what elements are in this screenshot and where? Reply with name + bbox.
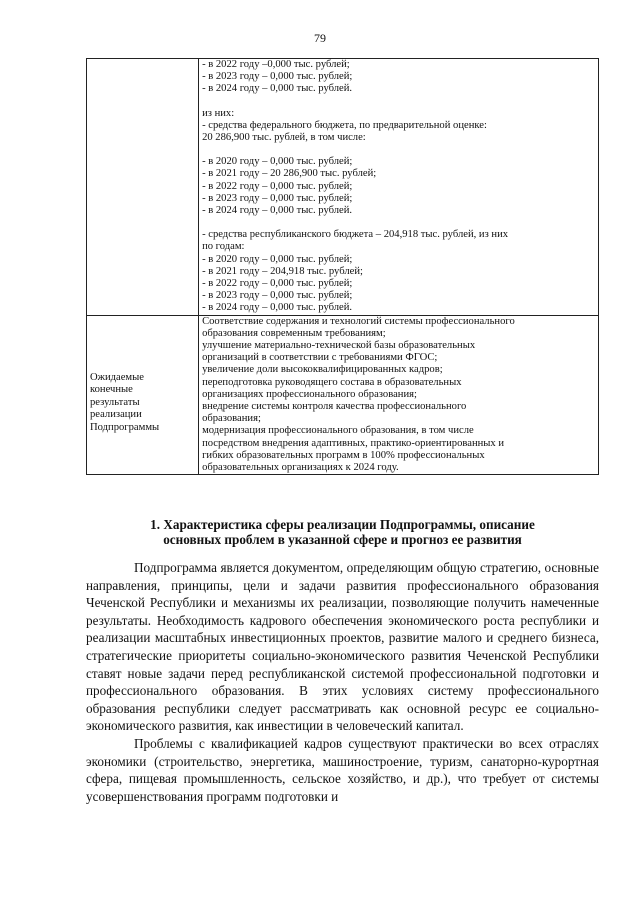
republic-year-line: - в 2022 году – 0,000 тыс. рублей; [202, 278, 353, 290]
result-line: организациях профессионального образования; [202, 388, 417, 400]
federal-year-line: - в 2023 году – 0,000 тыс. рублей; [202, 192, 353, 204]
result-line: модернизация профессионального образования, в том числе [202, 425, 474, 437]
financing-line: - в 2023 году – 0,000 тыс. рублей; [202, 71, 353, 83]
republic-year-line: - в 2023 году – 0,000 тыс. рублей; [202, 290, 353, 302]
paragraph: Проблемы с квалификацией кадров существуют практически во всех отраслях экономики (строительство, энергетика, машиностроение, туризм, санаторно-курортная сфера, пищевая промышленность, сельское хозяйство, и др.), что требует от системы усовершенствования программ подготовки и [86, 735, 599, 804]
results-value-cell [199, 315, 599, 475]
paragraph: Подпрограмма является документом, определяющим общую стратегию, основные направления, принципы, цели и задачи развития профессионального образования Чеченской Республики и механизмы их реализации, позволяющие получить намеченные результаты. Необходимость кадрового обеспечения экономического роста республики и реализации масштабных инвестиционных проектов, развитие малого и среднего бизнеса, стратегические приоритеты социально-экономического развития Чеченской Республики ставят новые задачи перед республиканской системой профессиональной подготовки и профессионального образования. В этих условиях систему профессионального образования республики следует рассматривать как основной ресурс ее социально-экономического развития, как инвестиции в человеческий капитал. [86, 560, 599, 734]
federal-year-line: - в 2022 году – 0,000 тыс. рублей; [202, 180, 353, 192]
result-line: образования современным требованиям; [202, 327, 386, 339]
financing-line: - в 2024 году – 0,000 тыс. рублей. [202, 83, 353, 95]
results-label-line: Подпрограммы [90, 422, 160, 434]
section-heading-line: основных проблем в указанной сфере и прогноз ее развития [163, 532, 522, 547]
results-label-line: конечные [90, 384, 133, 396]
financing-row [87, 59, 599, 316]
section-body [86, 559, 599, 805]
result-line: переподготовка руководящего состава в образовательных [202, 376, 462, 388]
financing-line: - в 2022 году –0,000 тыс. рублей; [202, 59, 350, 70]
federal-intro-line: - средства федерального бюджета, по предварительной оценке: [202, 119, 487, 131]
result-line: увеличение доли высококвалифицированных кадров; [202, 364, 443, 376]
section-heading [86, 517, 599, 547]
republic-year-line: - в 2024 году – 0,000 тыс. рублей. [202, 302, 353, 314]
section-heading-line: 1. Характеристика сферы реализации Подпрограммы, описание [150, 517, 535, 532]
federal-year-line: - в 2024 году – 0,000 тыс. рублей. [202, 205, 353, 217]
result-line: Соответствие содержания и технологий системы профессионального [202, 315, 515, 327]
of-which-label: из них: [202, 107, 235, 119]
results-label-line: реализации [90, 409, 142, 421]
republic-intro-line: - средства республиканского бюджета – 204,918 тыс. рублей, из них [202, 229, 509, 241]
results-label-line: результаты [90, 396, 140, 408]
result-line: внедрение системы контроля качества профессионального [202, 401, 467, 413]
federal-year-line: - в 2021 году – 20 286,900 тыс. рублей; [202, 168, 377, 180]
results-row [87, 315, 599, 475]
federal-year-line: - в 2020 году – 0,000 тыс. рублей; [202, 156, 353, 168]
result-line: улучшение материально-технической базы образовательных [202, 340, 476, 352]
republic-year-line: - в 2020 году – 0,000 тыс. рублей; [202, 253, 353, 265]
financing-label-cell [87, 59, 199, 316]
financing-value-cell [199, 59, 599, 316]
page-number: 79 [314, 31, 326, 45]
result-line: посредством внедрения адаптивных, практико-ориентированных и [202, 437, 505, 449]
result-line: образования; [202, 413, 261, 425]
federal-intro-line: 20 286,900 тыс. рублей, в том числе: [202, 132, 366, 144]
results-label-cell [87, 315, 199, 475]
results-label-line: Ожидаемые [90, 371, 144, 383]
result-line: организаций в соответствии с требованиями ФГОС; [202, 352, 438, 364]
result-line: образовательных организациях к 2024 году. [202, 462, 399, 474]
republic-intro-line: по годам: [202, 241, 245, 253]
subprogram-passport-table [86, 58, 599, 475]
result-line: гибких образовательных программ в 100% профессиональных [202, 449, 485, 461]
republic-year-line: - в 2021 году – 204,918 тыс. рублей; [202, 265, 363, 277]
